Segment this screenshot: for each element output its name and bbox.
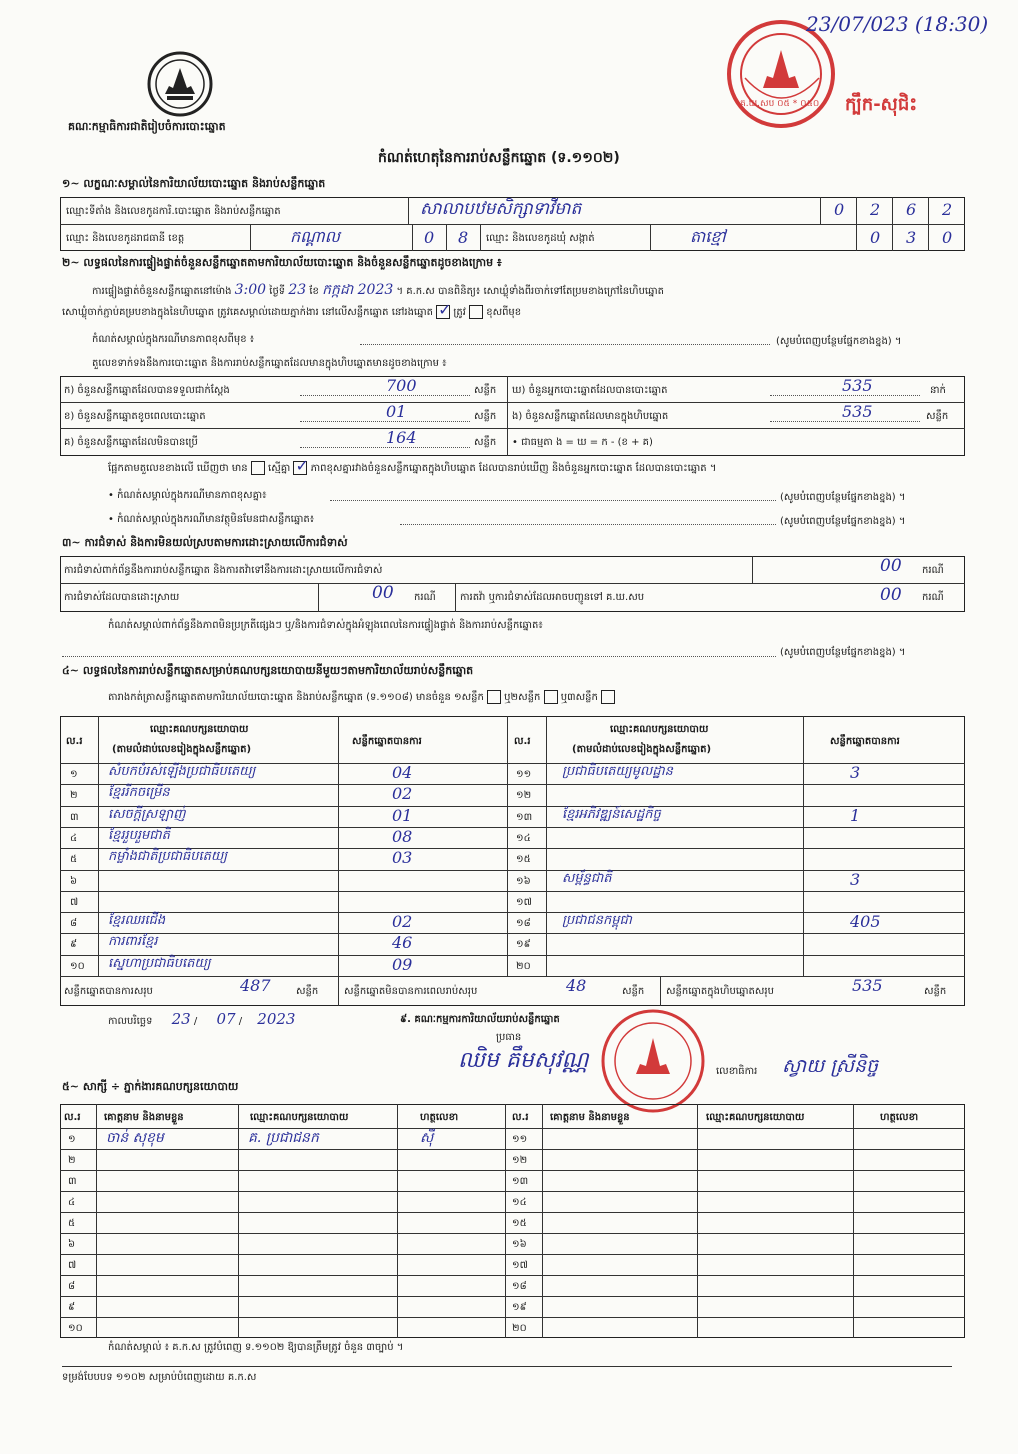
table-row-divider (60, 1149, 965, 1150)
party-row-name: ប្រជាជនកម្ពុជា (562, 913, 632, 929)
location-code-1: 0 (834, 200, 845, 219)
received-unit: សន្លឹក (474, 385, 497, 396)
witness-row-number: ៦ (68, 1239, 76, 1250)
party-row-number: ៦ (70, 875, 78, 887)
section-3-heading: ៣~ ការជំទាស់ និងការមិនយល់ស្របតាមការដោះស្រាយលើការជំទាស់ (62, 536, 348, 549)
verification-line-1: ការផ្ទៀងផ្ទាត់ចំនួនសន្លឹកឆ្នោតនៅម៉ោង 3:00 ថ្ងៃទី 23 ខែ កក្កដា 2023 ។ គ.ក.ស បានពិនិត្យ៖ សោឃ្លុំទាំងពីរចាក់ទៅតែប្រមខាងក្រៅនៃហិបឆ្នោត (92, 282, 664, 298)
witness-row-number: ២០ (512, 1323, 527, 1334)
party-row-number: ១៤ (516, 832, 531, 844)
commune-value: តាខ្មៅ (690, 227, 726, 246)
location-value: សាលាបឋមសិក្សាទាវីមាត (420, 199, 582, 219)
table-row-divider (60, 1317, 965, 1318)
complaints-unit: ករណី (922, 565, 944, 576)
complaints-label: ការជំទាស់ពាក់ព័ន្ធនឹងការរាប់សន្លឹកឆ្នោត និងការតវ៉ាទៅនឹងការដោះស្រាយលើការជំទាស់ (64, 565, 383, 576)
total-invalid-value: 48 (566, 976, 587, 995)
party-row-name: ស្នេហាប្រជាធិបតេយ្យ (108, 955, 211, 971)
commune-code-1: 0 (870, 228, 881, 247)
location-code-3: 6 (906, 200, 917, 219)
party-row-number: ២០ (516, 960, 531, 972)
witness-col-no-right: ល.រ (512, 1112, 529, 1123)
witness-col-sig-left: ហត្ថលេខា (420, 1112, 459, 1123)
table-row-divider (60, 806, 965, 807)
wrong-checkbox[interactable] (469, 305, 483, 319)
complaints-note: កំណត់សម្គាល់ពាក់ព័ន្ធនឹងភាពមិនប្រក្រតីផ្សេងៗ ឬ/និងការជំទាស់ក្នុងអំឡុងពេលនៃការផ្ទៀងផ្ទាត់ និងការរាប់សន្លឹកឆ្នោត៖ (108, 620, 543, 631)
section-4-heading: ៤~ លទ្ធផលនៃការរាប់សន្លឹកឆ្នោតសម្រាប់គណបក្សនយោបាយនីមួយៗតាមការិយាល័យរាប់សន្លឹកឆ្នោត (62, 664, 474, 677)
witness-row-number: ១៣ (512, 1176, 529, 1187)
col-votes-left: សន្លឹកឆ្នោតបានការ (352, 736, 422, 747)
party-row-votes: 01 (392, 805, 413, 825)
section-5-heading: ៥~ សាក្សី ÷ ភ្នាក់ងារគណបក្សនយោបាយ (62, 1080, 239, 1093)
formula-note: • ជាធម្មតា ង = ឃ = ក - (ខ + គ) (512, 437, 653, 448)
secretary-label: លេខាធិការ (716, 1066, 758, 1077)
table-row-divider (60, 1275, 965, 1276)
col-no-left: ល.រ (66, 736, 83, 747)
party-row-number: ១៣ (516, 811, 533, 823)
witness-row-number: ៨ (68, 1281, 76, 1292)
table-row-divider (60, 1191, 965, 1192)
one-sheet-checkbox[interactable] (487, 690, 501, 704)
committee-stamp-icon (600, 1008, 706, 1114)
unused-label: គ) ចំនួនសន្លឹកឆ្នោតដែលមិនបានប្រើ (64, 437, 198, 448)
spoiled-value: 01 (386, 402, 407, 421)
col-party-left: ឈ្មោះគណបក្សនយោបាយ (150, 724, 249, 735)
party-row-number: ១៥ (516, 854, 531, 866)
party-row-name: ការពារខ្មែរ (108, 934, 158, 950)
total-box-unit: សន្លឹក (924, 986, 947, 997)
in-box-unit: សន្លឹក (926, 411, 949, 422)
secretary-signature: ស្វាយ ស្រីនិច្ច (782, 1055, 879, 1077)
resolved-label: ការជំទាស់ដែលបានដោះស្រាយ (64, 592, 180, 603)
witness-col-name-right: គោត្តនាម និងនាមខ្លួន (550, 1112, 630, 1123)
two-sheet-checkbox[interactable] (544, 690, 558, 704)
invalid-object-note-line[interactable] (400, 524, 776, 525)
party-row-votes: 02 (392, 912, 413, 932)
table-row-divider (60, 784, 965, 785)
province-value: កណ្តាល (290, 227, 340, 246)
forwarded-value: 00 (880, 585, 902, 605)
party-row-number: ១១ (516, 769, 532, 780)
party-row-votes: 08 (392, 826, 413, 846)
party-row-name: សម្ព័ន្ធជាតិ (562, 870, 612, 886)
invalid-object-note-label: • កំណត់សម្គាល់ក្នុងករណីមានវត្ថុមិនមែនជាសន្លឹកឆ្នោត៖ (108, 514, 315, 525)
party-row-name: ខ្មែររីកចម្រើន (108, 785, 170, 801)
witness-col-no-left: ល.រ (64, 1112, 81, 1123)
witness-row-number: ៧ (68, 1260, 77, 1271)
party-row-number: ៨ (70, 918, 78, 930)
voters-label: ឃ) ចំនួនអ្នកបោះឆ្នោតដែលបានបោះឆ្នោត (512, 385, 668, 396)
footnote: កំណត់សម្គាល់ ៖ គ.ក.ស ត្រូវបំពេញ ទ.១១០២ ឱ្យបានត្រឹមត្រូវ ចំនួន ៣ច្បាប់ ។ (108, 1342, 404, 1353)
unused-unit: សន្លឹក (474, 437, 497, 448)
stamp-text: គ.ឃ.សប ០៥ * ០៥០ (740, 99, 820, 109)
party-row-votes: 3 (850, 763, 861, 782)
col-no-right: ល.រ (514, 736, 531, 747)
witness-row-number: ១៦ (512, 1239, 527, 1250)
table-row-divider (60, 1254, 965, 1255)
witness-row-number: ៤ (68, 1197, 76, 1208)
committee-label: ៩. គណៈកម្មការការិយាល័យរាប់សន្លឹកឆ្នោត (400, 1014, 560, 1025)
received-label: ក) ចំនួនសន្លឹកឆ្នោតដែលបានទទួលជាក់ស្តែង (64, 385, 230, 396)
forwarded-unit: ករណី (922, 592, 944, 603)
total-invalid-label: សន្លឹកឆ្នោតមិនបានការពេលរាប់សរុប (344, 986, 478, 997)
in-box-label: ង) ចំនួនសន្លឹកឆ្នោតដែលមានក្នុងហិបឆ្នោត (512, 411, 669, 422)
total-invalid-unit: សន្លឹក (622, 986, 645, 997)
witness-col-name-left: គោត្តនាម និងនាមខ្លួន (104, 1112, 184, 1123)
party-row-number: ១០ (70, 960, 85, 972)
witness-col-sig-right: ហត្ថលេខា (880, 1112, 919, 1123)
equal-checkbox[interactable] (251, 461, 265, 475)
irregularity-note-label: កំណត់សម្គាល់ក្នុងករណីមានភាពខុសពីមុខ ៖ (92, 334, 255, 345)
party-row-name: ខ្មែរអភិវឌ្ឍន៍សេដ្ឋកិច្ច (562, 806, 661, 822)
table-row-divider (60, 870, 965, 871)
party-row-votes: 02 (392, 784, 413, 804)
party-row-name: កម្លាំងជាតិប្រជាធិបតេយ្យ (108, 849, 228, 865)
witness-row-number: ១០ (68, 1323, 83, 1334)
party-row-number: ៥ (70, 854, 78, 866)
witness-row-number: ១៤ (512, 1197, 527, 1208)
party-row-number: ៧ (70, 896, 79, 908)
commune-code-2: 3 (906, 228, 917, 247)
party-row-number: ១៧ (516, 896, 532, 908)
form-title: កំណត់ហេតុនៃការរាប់សន្លឹកឆ្នោត (ទ.១១០២) (378, 150, 620, 166)
fill-more-note-1: (សូមបំពេញបន្ថែមផ្នែកខាងខ្នង) ។ (776, 336, 902, 347)
witness-row-number: ១១ (512, 1134, 528, 1145)
difference-note-line[interactable] (330, 500, 776, 501)
witness-row-number: ៣ (68, 1176, 77, 1187)
unused-value: 164 (386, 428, 417, 447)
section-2-heading: ២~ លទ្ធផលនៃការផ្ទៀងផ្ទាត់ចំនួនសន្លឹកឆ្នោតតាមការិយាល័យបោះឆ្នោត និងចំនួនសន្លឹកឆ្នោតដូចខាងក្រោម ៖ (62, 256, 502, 269)
party-row-votes: 405 (850, 912, 881, 932)
party-row-number: ៤ (70, 832, 78, 844)
party-row-votes: 46 (392, 933, 413, 953)
witness-col-party-right: ឈ្មោះគណបក្សនយោបាយ (706, 1112, 805, 1123)
witness-row-signature: ស៊ី (420, 1130, 434, 1146)
party-row-number: ៩ (70, 939, 78, 951)
commune-code-3: 0 (942, 228, 953, 247)
spoiled-unit: សន្លឹក (474, 411, 497, 422)
table-row-divider (60, 1233, 965, 1234)
party-row-name: ប្រជាធិបតេយ្យមូលដ្ឋាន (562, 764, 673, 779)
province-label: ឈ្មោះ និងលេខកូដរាជធានី ខេត្ត (66, 233, 185, 244)
commune-label: ឈ្មោះ និងលេខកូដឃុំ សង្កាត់ (486, 233, 595, 244)
correct-checkbox[interactable] (436, 305, 450, 319)
party-row-votes: 1 (850, 805, 861, 825)
received-value: 700 (386, 376, 417, 395)
nec-emblem-icon (145, 50, 215, 118)
org-name: គណៈកម្មាធិការជាតិរៀបចំការបោះឆ្នោត (68, 120, 226, 133)
chief-signature: ឈិម គឹមសុវណ្ណ (458, 1048, 589, 1073)
difference-checkbox[interactable] (293, 461, 307, 475)
table-row-divider (60, 1170, 965, 1171)
fill-more-note-3: (សូមបំពេញបន្ថែមផ្នែកខាងខ្នង) ។ (780, 516, 906, 527)
col-party-right: ឈ្មោះគណបក្សនយោបាយ (610, 724, 709, 735)
col-party-sub-left: (តាមលំដាប់លេខរៀងក្នុងសន្លឹកឆ្នោត) (112, 744, 252, 755)
witness-row-number: ១២ (512, 1155, 528, 1166)
stamp-signature: ក្បឹក-សុជិះ (845, 94, 918, 115)
total-box-label: សន្លឹកឆ្នោតក្នុងហិបឆ្នោតសរុប (666, 986, 774, 997)
total-valid-value: 487 (240, 976, 271, 995)
three-sheet-checkbox[interactable] (601, 690, 615, 704)
witness-row-number: ៩ (68, 1302, 76, 1313)
location-code-2: 2 (870, 200, 881, 219)
party-row-number: ១៨ (516, 918, 531, 930)
total-valid-unit: សន្លឹក (296, 986, 319, 997)
table-row-divider (60, 933, 965, 934)
party-row-number: ២ (70, 790, 78, 802)
total-box-value: 535 (852, 976, 883, 995)
table-intro: តួលេខទាក់ទងនឹងការបោះឆ្នោត និងការរាប់សន្លឹកឆ្នោតដែលមានក្នុងហិបឆ្នោតមានដូចខាងក្រោម ៖ (92, 358, 447, 369)
party-row-votes: 3 (850, 869, 861, 889)
witness-row-number: ១៩ (512, 1302, 527, 1313)
location-label: ឈ្មោះទីតាំង និងលេខកូដការិ.បោះឆ្នោត និងរាប់សន្លឹកឆ្នោត (66, 206, 281, 217)
party-row-votes: 03 (392, 848, 413, 868)
party-row-votes: 09 (392, 954, 413, 974)
party-row-name: ខ្មែរឈរជើង (108, 913, 166, 929)
witness-col-party-left: ឈ្មោះគណបក្សនយោបាយ (250, 1112, 349, 1123)
witness-row-number: ១ (68, 1134, 76, 1145)
total-valid-label: សន្លឹកឆ្នោតបានការសរុប (64, 986, 153, 997)
province-code-2: 8 (458, 228, 469, 247)
witness-row-number: ៥ (68, 1218, 76, 1229)
irregularity-note-line[interactable] (360, 344, 770, 345)
table-row-divider (60, 1296, 965, 1297)
resolved-value: 00 (372, 583, 394, 603)
form-footer: ទម្រង់បែបបទ ១១០២ សម្រាប់បំពេញដោយ គ.ក.ស (62, 1372, 257, 1383)
witness-row-name: ចាន់ សុខុម (106, 1130, 164, 1146)
table-row-divider (60, 1212, 965, 1213)
table-row-divider (60, 827, 965, 828)
col-votes-right: សន្លឹកឆ្នោតបានការ (830, 736, 900, 747)
party-row-number: ១ (70, 769, 78, 780)
section-1-heading: ១~ លក្ខណៈសម្គាល់នៃការិយាល័យបោះឆ្នោត និងរាប់សន្លឹកឆ្នោត (62, 177, 326, 190)
spoiled-label: ខ) ចំនួនសន្លឹកឆ្នោតខូចពេលបោះឆ្នោត (64, 411, 206, 422)
fill-more-note-4: (សូមបំពេញបន្ថែមផ្នែកខាងខ្នង) ។ (780, 647, 906, 658)
witness-row-party: គ. ប្រជាជនក (248, 1130, 319, 1146)
location-code-4: 2 (942, 200, 953, 219)
complaints-note-line[interactable] (62, 656, 776, 657)
date-line: កាលបរិច្ឆេទ 23 / 07 / 2023 (108, 1010, 296, 1028)
witness-row-number: ១៧ (512, 1260, 528, 1271)
col-party-sub-right: (តាមលំដាប់លេខរៀងក្នុងសន្លឹកឆ្នោត) (572, 744, 712, 755)
voters-unit: នាក់ (930, 385, 946, 396)
party-row-name: ខ្មែររួបរួមជាតិ (108, 827, 170, 843)
stamp-datetime: 23/07/023 (18:30) (806, 12, 989, 36)
witness-row-number: ១៥ (512, 1218, 527, 1229)
province-code-1: 0 (424, 228, 435, 247)
party-row-number: ១៩ (516, 939, 531, 951)
party-row-number: ១៦ (516, 875, 531, 887)
fill-more-note-2: (សូមបំពេញបន្ថែមផ្នែកខាងខ្នង) ។ (780, 492, 906, 503)
in-box-value: 535 (842, 402, 873, 421)
voters-value: 535 (842, 376, 873, 395)
chief-label: ប្រធាន (496, 1032, 522, 1043)
witness-row-number: ២ (68, 1155, 76, 1166)
resolved-unit: ករណី (414, 592, 436, 603)
difference-note-label: • កំណត់សម្គាល់ក្នុងករណីមានភាពខុសគ្នា៖ (108, 490, 267, 501)
verification-line-2: សោឃ្លុំចាក់ភ្ជាប់គម្របខាងក្នុងនៃហិបឆ្នោត ត្រូវគេសម្គាល់ដោយភ្នាក់ងារ នៅលើសន្លឹកឆ្នោត នៅរងឆ្នោត ✓ ត្រូវ ខុសពីមុខ (62, 305, 521, 320)
comparison-line: ផ្អែកតាមតួលេខខាងលើ ឃើញថា មាន ស្មើគ្នា ✓ ភាពខុសគ្នារវាងចំនួនសន្លឹកឆ្នោតក្នុងហិបឆ្នោត ដែលបានរាប់ឃើញ និងចំនួនអ្នកបោះឆ្នោត ដែលបានបោះឆ្នោត ។ (108, 461, 716, 476)
party-row-number: ១២ (516, 790, 532, 802)
party-row-number: ៣ (70, 811, 79, 823)
forwarded-label: ការតវ៉ា ឬការជំទាស់ដែលអាចបញ្ជូនទៅ គ.ឃ.សប (460, 592, 645, 603)
party-row-name: សេចក្តីស្រឡាញ់ (108, 806, 186, 822)
table-row-divider (60, 912, 965, 913)
complaints-value: 00 (880, 556, 902, 576)
party-row-name: សំបកបំរស់ឡើងប្រជាធិបតេយ្យ (108, 764, 256, 779)
table-row-divider (60, 891, 965, 892)
tally-sheet-line: តារាងកត់ត្រាសន្លឹកឆ្នោតតាមការិយាល័យបោះឆ្នោត និងរាប់សន្លឹកឆ្នោត (ទ.១១០៨) មានចំនួន ១សន្លឹក ឬ២សន្លឹក ឬ៣សន្លឹក (108, 690, 615, 705)
party-row-votes: 04 (392, 763, 413, 782)
witness-row-number: ១៨ (512, 1281, 527, 1292)
